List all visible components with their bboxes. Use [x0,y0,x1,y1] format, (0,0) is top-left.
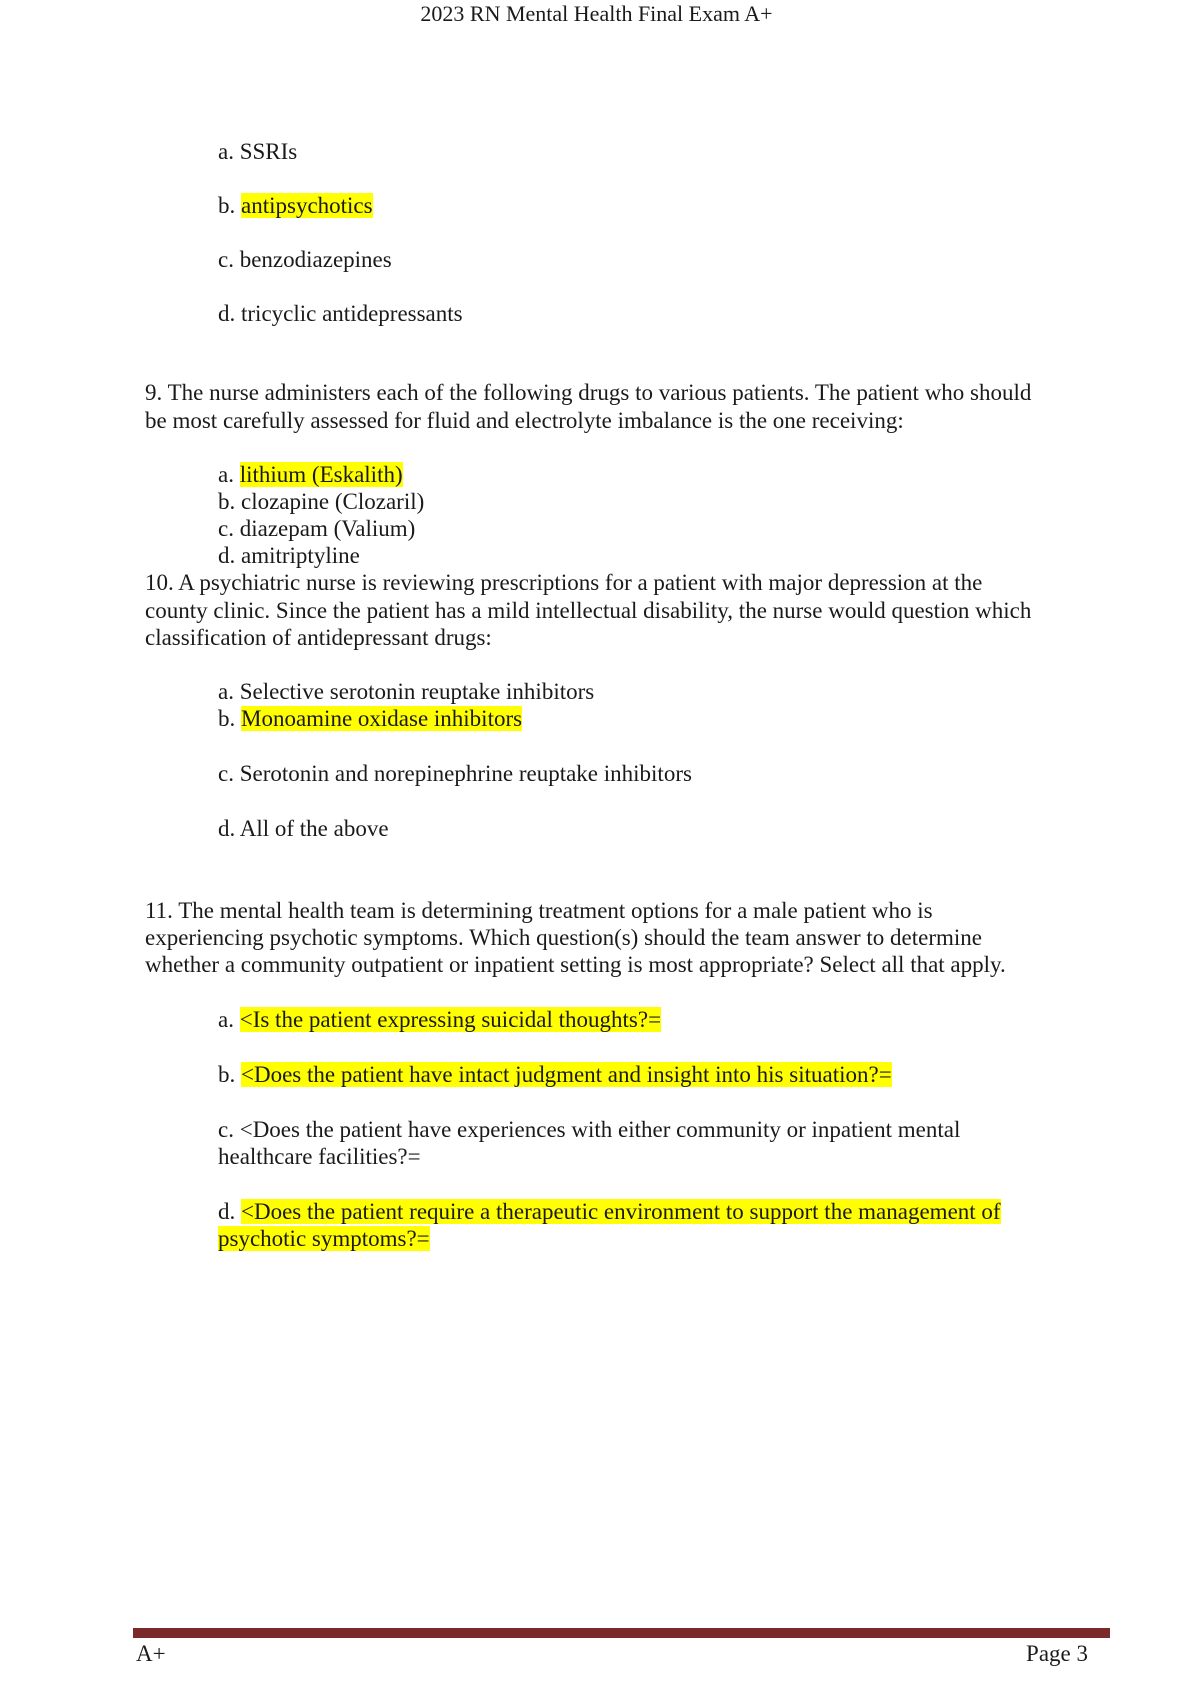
question-9-line-1: 9. The nurse administers each of the following drugs to various patients. The patient who should [145,380,1032,405]
question-10-line-1: 10. A psychiatric nurse is reviewing prescriptions for a patient with major depression at the [145,570,983,595]
footer-rule [133,1628,1110,1638]
option-a: a. Selective serotonin reuptake inhibitors [218,679,595,704]
option-d: d. amitriptyline [218,543,360,568]
page-header: 2023 RN Mental Health Final Exam A+ [420,1,773,26]
option-a: a. <Is the patient expressing suicidal thoughts?= [218,1007,662,1032]
option-text: SSRIs [239,139,298,164]
option-d: d. tricyclic antidepressants [218,301,463,326]
question-9-line-2: be most carefully assessed for fluid and electrolyte imbalance is the one receiving: [145,408,904,433]
footer-left-text: A+ [136,1641,166,1666]
question-11-line-1: 11. The mental health team is determining treatment options for a male patient who is [145,898,933,923]
highlighted-answer: <Does the patient require a therapeutic environment to support the management of [241,1199,1001,1224]
option-b: b. antipsychotics [218,193,373,218]
option-text: tricyclic antidepressants [241,301,463,326]
option-d: d. All of the above [218,816,389,841]
option-text: diazepam (Valium) [239,516,416,541]
option-text: clozapine (Clozaril) [241,489,425,514]
question-11-line-2: experiencing psychotic symptoms. Which question(s) should the team answer to determine [145,925,982,950]
highlighted-answer: psychotic symptoms?= [218,1226,430,1251]
option-a: a. SSRIs [218,139,298,164]
option-b: b. Monoamine oxidase inhibitors [218,706,523,731]
option-a: a. lithium (Eskalith) [218,462,403,487]
option-c: c. <Does the patient have experiences with either community or inpatient mental [218,1117,961,1142]
question-10-line-3: classification of antidepressant drugs: [145,625,492,650]
option-c: c. Serotonin and norepinephrine reuptake inhibitors [218,761,692,786]
option-d-continued [218,1225,1078,1253]
highlighted-answer: <Does the patient have intact judgment and insight into his situation?= [241,1062,892,1087]
option-d: d. <Does the patient require a therapeutic environment to support the management of [218,1199,1001,1224]
option-text: Serotonin and norepinephrine reuptake inhibitors [239,761,692,786]
page-number: Page 3 [1026,1641,1088,1666]
option-text: Selective serotonin reuptake inhibitors [239,679,595,704]
question-11-line-3: whether a community outpatient or inpatient setting is most appropriate? Select all that apply. [145,952,1006,977]
highlighted-answer: Monoamine oxidase inhibitors [241,706,523,731]
option-c: c. benzodiazepines [218,247,392,272]
option-b: b. <Does the patient have intact judgment and insight into his situation?= [218,1062,892,1087]
highlighted-answer: <Is the patient expressing suicidal thoughts?= [239,1007,662,1032]
option-text: amitriptyline [241,543,360,568]
highlighted-answer: lithium (Eskalith) [239,462,403,487]
question-10-line-2: county clinic. Since the patient has a mild intellectual disability, the nurse would question which [145,598,1032,623]
option-b: b. clozapine (Clozaril) [218,489,425,514]
option-text: benzodiazepines [239,247,392,272]
option-text: <Does the patient have experiences with either community or inpatient mental [239,1117,961,1142]
option-text: All of the above [239,816,389,841]
option-c-continued: healthcare facilities?= [218,1144,421,1169]
option-c: c. diazepam (Valium) [218,516,416,541]
highlighted-answer: antipsychotics [241,193,373,218]
